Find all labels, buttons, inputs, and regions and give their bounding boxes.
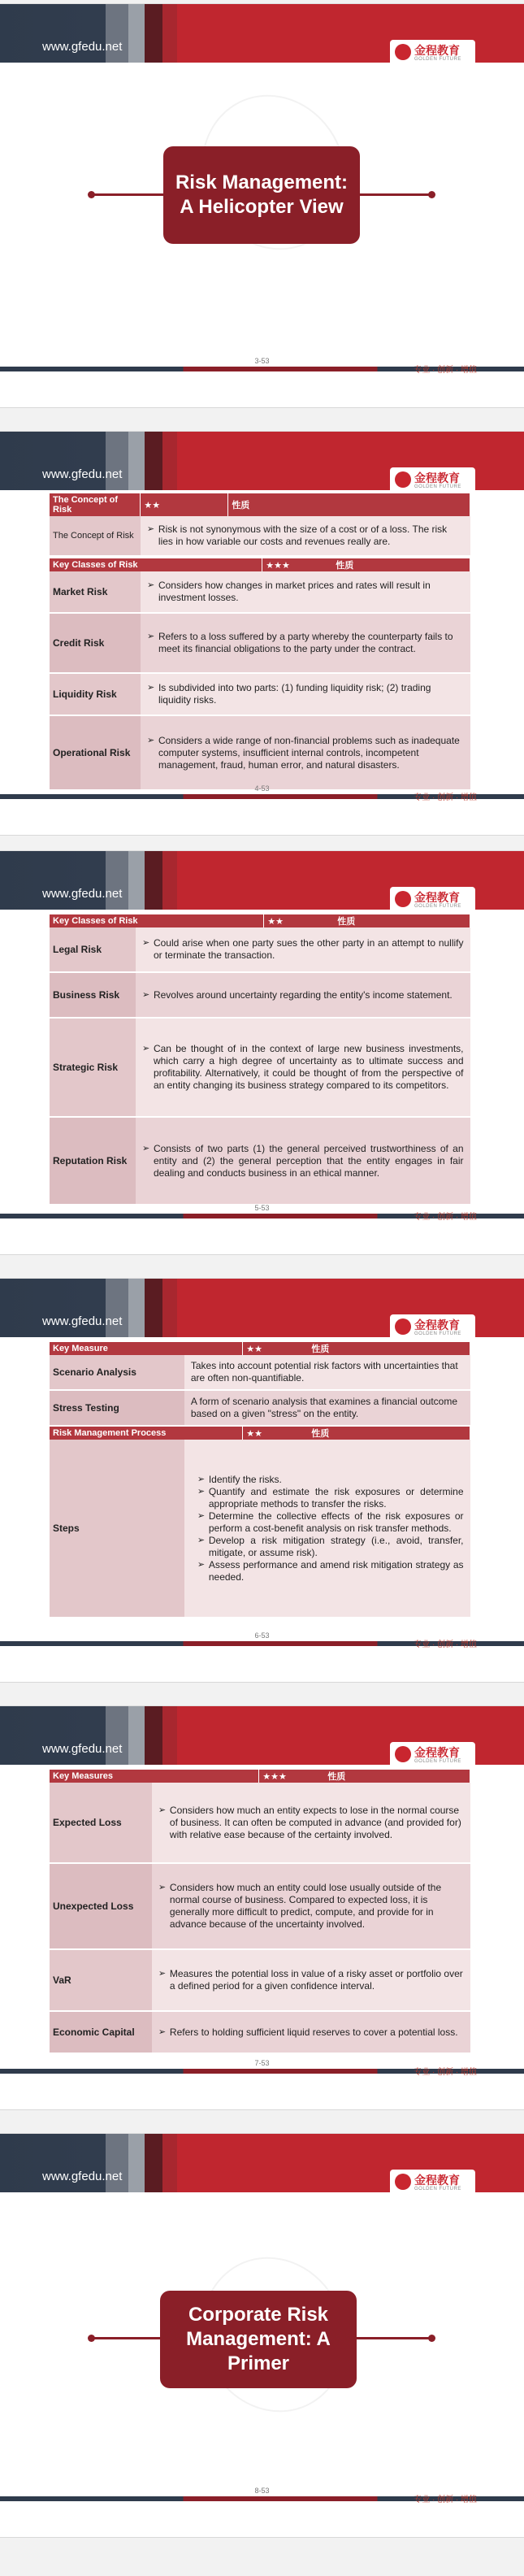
page-number: 8-53 (254, 2487, 270, 2495)
slogan: 专业 · 创新 · 增值 (414, 1213, 477, 1222)
table-row: Economic Capital ➢ Refers to holding sufficient liquid reserves to cover a potential loss. (50, 2011, 470, 2053)
site-url[interactable]: www.gfedu.net (42, 40, 123, 54)
table-row: VaR ➢ Measures the potential loss in value of a risky asset or portfolio over a defined period for a given confidence interval. (50, 1949, 470, 2011)
table-row: Steps ➢ Identify the risks. ➢ Quantify and estimate the risk exposures or determine appropriate methods to transfer the risks. ➢ Determine the collective effects of the risk exposures or perform a cost-benefit analysis on risk transfer methods. ➢ Develop a risk mitigation strategy (i.e., avoid, transfer, mitigate, or assume risk). ➢ Assess performance and amend risk mitigation strategy as needed. (50, 1440, 470, 1618)
table-row: Market Risk ➢ Considers how changes in market prices and rates will result in investment losses. (50, 571, 470, 613)
table-header: The Concept of Risk (50, 493, 141, 516)
company-logo: 金程教育 GOLDEN FUTURE (390, 467, 475, 493)
company-logo: 金程教育 GOLDEN FUTURE (390, 1314, 475, 1340)
logo-icon (395, 44, 411, 60)
list-item: ➢ Assess performance and amend risk mitigation strategy as needed. (209, 1559, 464, 1583)
slogan: 专业 · 创新 · 增值 (414, 1640, 477, 1649)
slide-7 (0, 1705, 524, 2110)
table-row: Scenario Analysis Takes into account potential risk factors with uncertainties that are often non-quantifiable. (50, 1355, 470, 1390)
page-number: 3-53 (254, 357, 270, 365)
table-header: Key Classes of Risk (50, 914, 264, 927)
table-row: Liquidity Risk ➢ Is subdivided into two parts: (1) funding liquidity risk; (2) trading liquidity risks. (50, 673, 470, 715)
table-row: Strategic Risk ➢ Can be thought of in the context of large new business investments, which carry a high degree of uncertainty as to ultimate success and profitability. Alternatively, it could be thought of from the perspective of an entity changing its business strategy compared to its competitors. (50, 1018, 470, 1117)
logo-icon (395, 2174, 411, 2190)
logo-icon (395, 1746, 411, 1762)
table-header: Risk Management Process (50, 1426, 243, 1440)
star-rating-nature: ★★ 性质 (243, 1342, 470, 1355)
site-url[interactable]: www.gfedu.net (42, 1742, 123, 1756)
table-header: Key Classes of Risk (50, 558, 262, 571)
page-number: 6-53 (254, 1631, 270, 1640)
slogan: 专业 · 创新 · 增值 (414, 366, 477, 375)
key-measure-table (50, 1342, 470, 1618)
key-measures-table (50, 1770, 470, 2054)
row-text: ➢ Risk is not synonymous with the size of a cost or of a loss. The risk lies in how variable our costs and revenues really are. (158, 523, 464, 548)
page-number: 5-53 (254, 1204, 270, 1212)
slogan: 专业 · 创新 · 增值 (414, 793, 477, 802)
company-logo: 金程教育 GOLDEN FUTURE (390, 40, 475, 66)
table-header: Key Measures (50, 1770, 259, 1783)
table-row: Reputation Risk ➢ Consists of two parts (1) the general perceived trustworthiness of an entity and (2) the general perception that the entity engages in fair dealing and conducts business in an ethical manner. (50, 1117, 470, 1205)
logo-icon (395, 891, 411, 907)
table-row: Expected Loss ➢ Considers how much an entity expects to lose in the normal course of business. It can often be computed in advance (and provided for) with relative ease because of the certainty involved. (50, 1783, 470, 1863)
table-header-nature: 性质 (228, 493, 470, 516)
company-logo: 金程教育 GOLDEN FUTURE (390, 887, 475, 913)
star-rating-nature: ★★★ 性质 (259, 1770, 470, 1783)
table-row: Stress Testing A form of scenario analysis that examines a financial outcome based on a given "stress" on the entity. (50, 1390, 470, 1426)
list-item: ➢ Identify the risks. (209, 1474, 464, 1486)
site-url[interactable]: www.gfedu.net (42, 887, 123, 901)
list-item: ➢ Quantify and estimate the risk exposures or determine appropriate methods to transfer the risks. (209, 1486, 464, 1510)
table-row: Operational Risk ➢ Considers a wide range of non-financial problems such as inadequate computer systems, insufficient internal controls, incompetent management, fraud, human error, and natural disasters. (50, 715, 470, 790)
slide-8 (0, 2133, 524, 2538)
company-logo: 金程教育 GOLDEN FUTURE (390, 1742, 475, 1768)
slide-6 (0, 1278, 524, 1683)
slide-3 (0, 3, 524, 408)
logo-icon (395, 1318, 411, 1335)
star-rating-nature: ★★ 性质 (243, 1426, 470, 1440)
star-rating-nature: ★★★ 性质 (262, 558, 470, 571)
page-number: 7-53 (254, 2059, 270, 2067)
table-row: Credit Risk ➢ Refers to a loss suffered by a party whereby the counterparty fails to meet its financial obligations to the party under the contract. (50, 613, 470, 673)
table-row: Legal Risk ➢ Could arise when one party sues the other party in an attempt to nullify or terminate the transaction. (50, 927, 470, 972)
section-title: Risk Management: A Helicopter View (163, 146, 360, 244)
company-logo: 金程教育 GOLDEN FUTURE (390, 2170, 475, 2196)
list-item: ➢ Determine the collective effects of the risk exposures or perform a cost-benefit analysis on risk transfer methods. (209, 1510, 464, 1535)
table-row: Unexpected Loss ➢ Considers how much an entity could lose usually outside of the normal course of business. Compared to expected loss, it is generally more difficult to predict, compute, and provide for in advance because of the uncertainty involved. (50, 1863, 470, 1949)
list-item: ➢ Develop a risk mitigation strategy (i.e., avoid, transfer, mitigate, or assume risk). (209, 1535, 464, 1559)
risk-classes-table (50, 914, 470, 1205)
slide-4 (0, 431, 524, 836)
table-row: Business Risk ➢ Revolves around uncertainty regarding the entity's income statement. (50, 972, 470, 1018)
star-rating: ★★ (141, 493, 228, 516)
table-header: Key Measure (50, 1342, 243, 1355)
site-url[interactable]: www.gfedu.net (42, 1314, 123, 1328)
logo-icon (395, 471, 411, 488)
site-url[interactable]: www.gfedu.net (42, 2170, 123, 2183)
section-title: Corporate Risk Management: A Primer (160, 2291, 357, 2388)
steps-list (197, 1474, 464, 1583)
page-number: 4-53 (254, 784, 270, 793)
row-label: The Concept of Risk (50, 516, 141, 556)
star-rating-nature: ★★ 性质 (264, 914, 470, 927)
slogan: 专业 · 创新 · 增值 (414, 2496, 477, 2504)
risk-classes-table (50, 558, 470, 791)
slogan: 专业 · 创新 · 增值 (414, 2068, 477, 2077)
site-url[interactable]: www.gfedu.net (42, 467, 123, 481)
slide-5 (0, 850, 524, 1255)
concept-table (50, 493, 470, 557)
